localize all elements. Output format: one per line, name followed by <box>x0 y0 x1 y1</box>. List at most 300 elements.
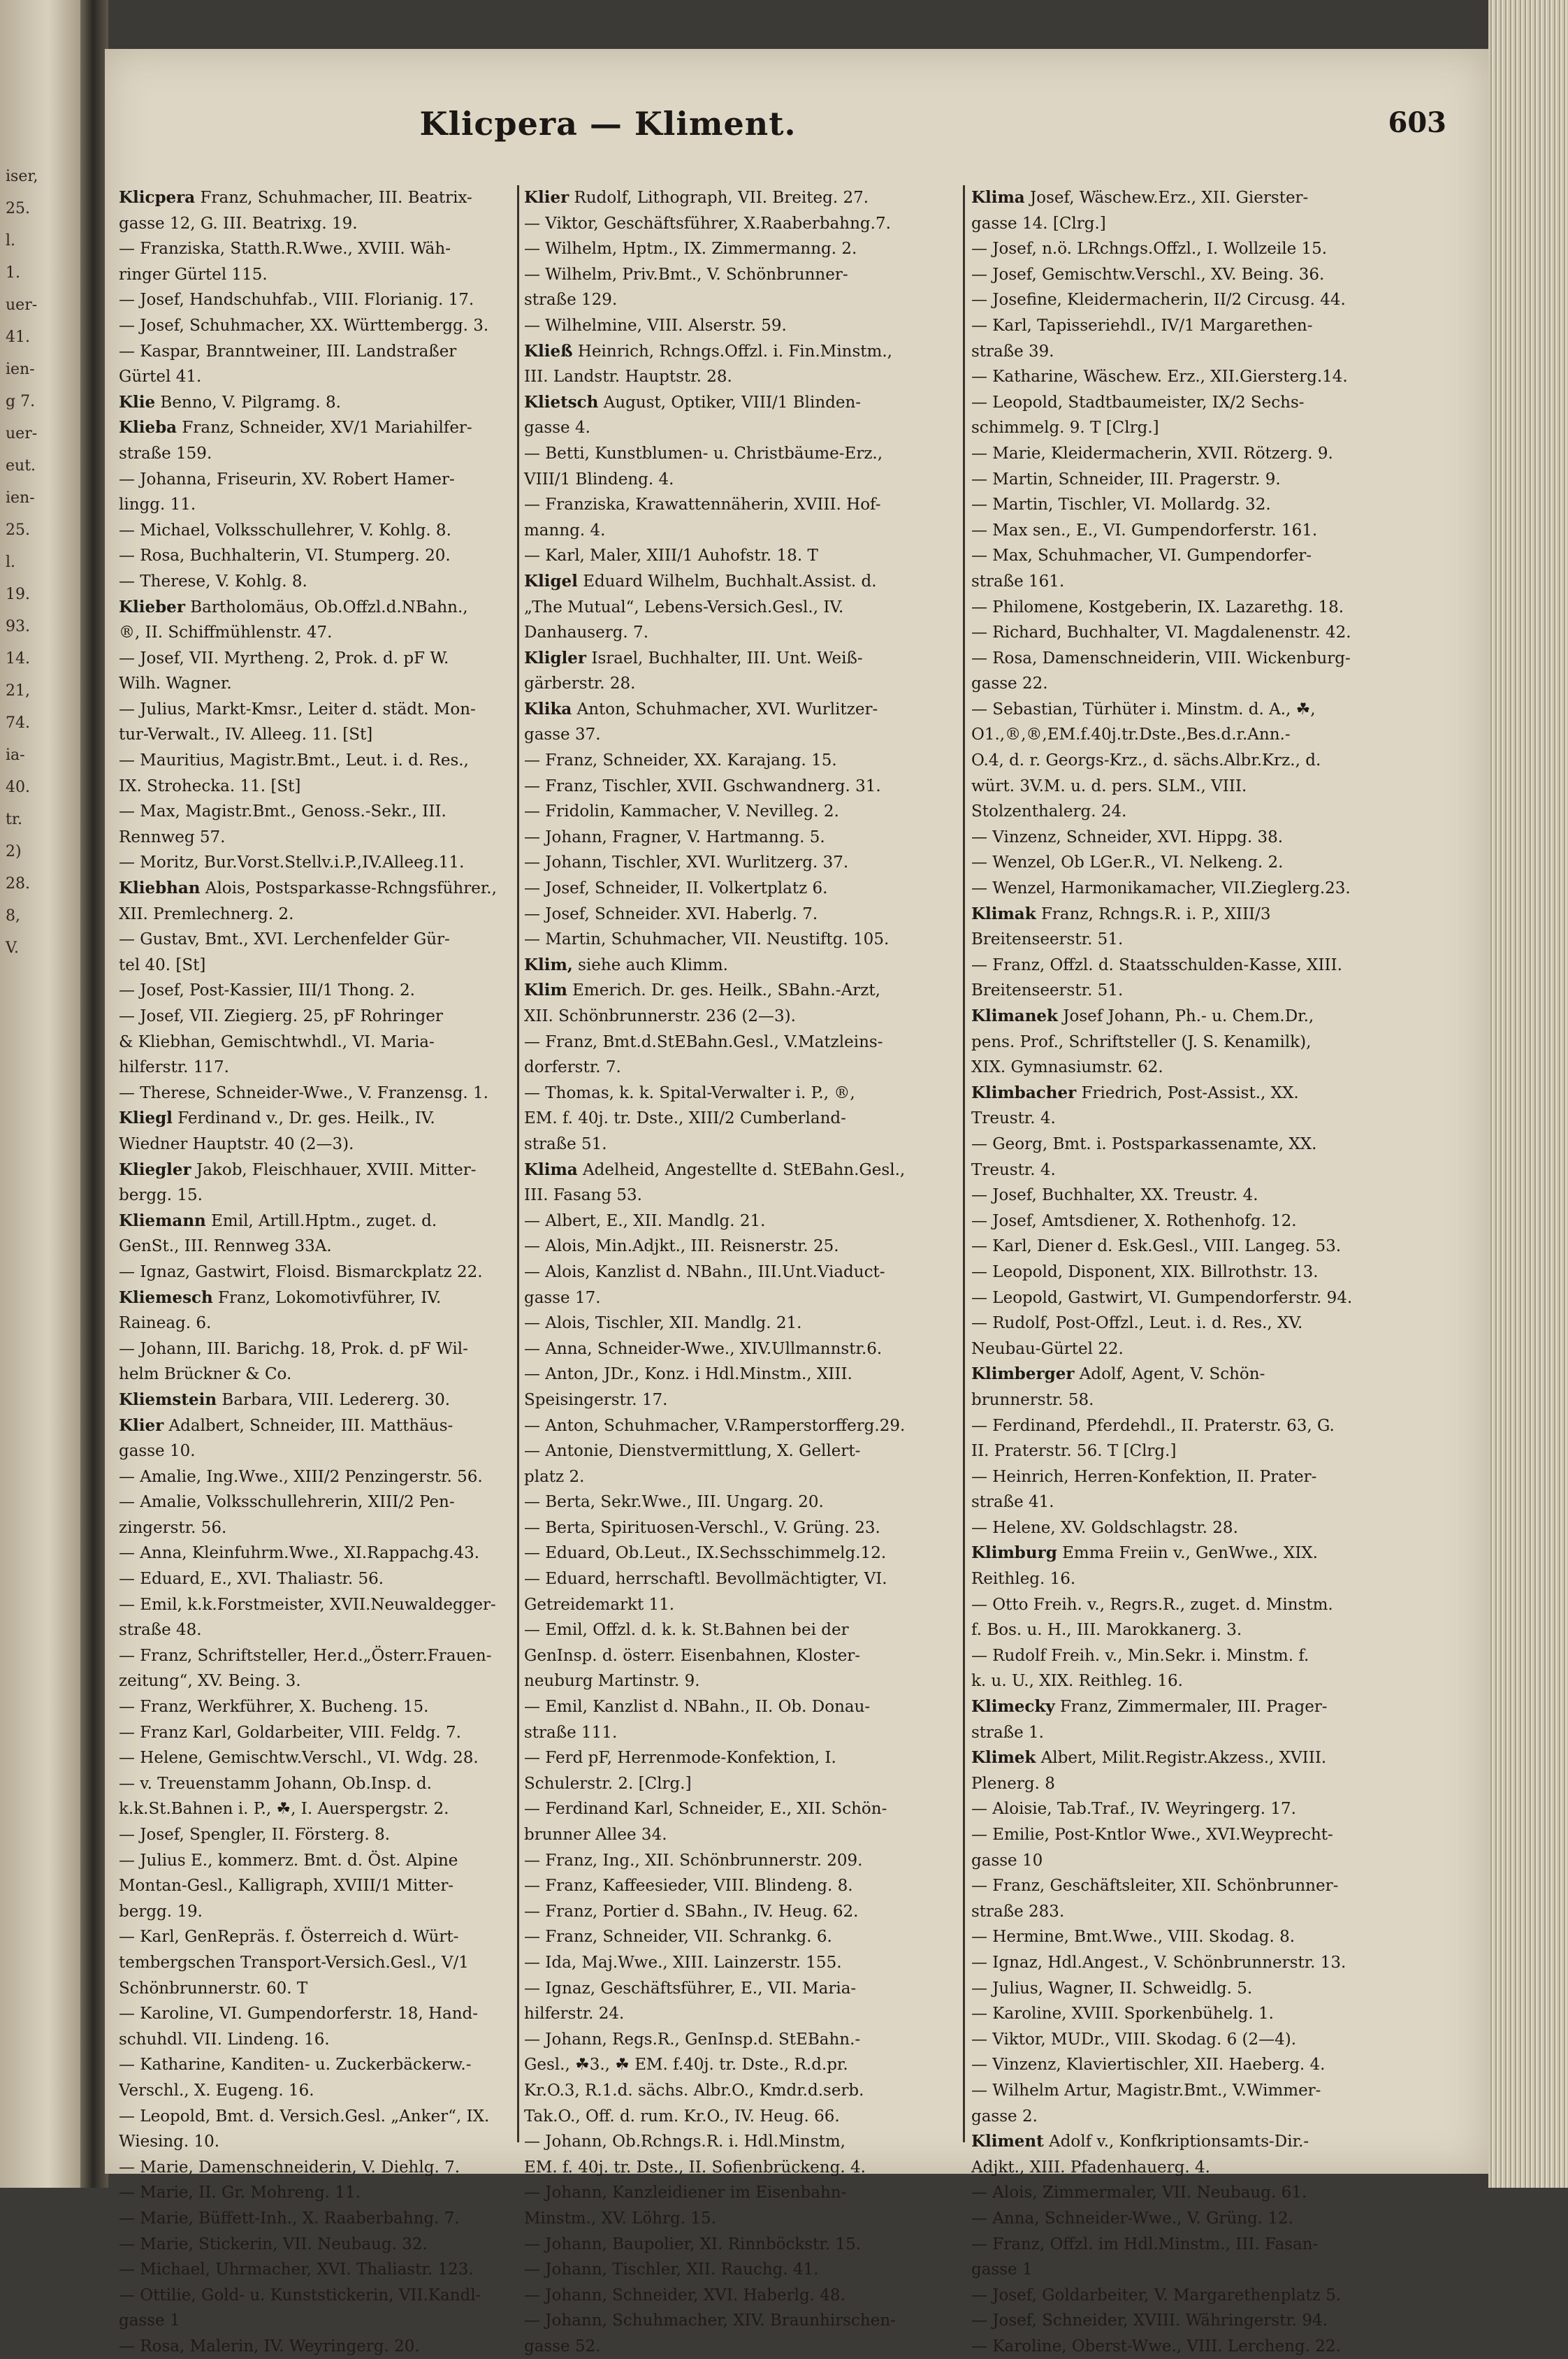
directory-entry-line: straße 1. <box>971 1723 1044 1742</box>
directory-entry-line: hilferstr. 24. <box>524 2005 625 2023</box>
directory-entry-line: — Rosa, Buchhalterin, VI. Stumperg. 20. <box>119 547 451 565</box>
directory-entry-line: straße 129. <box>524 291 618 310</box>
directory-entry-line: zingerstr. 56. <box>119 1518 227 1537</box>
directory-entry-line: Wilh. Wagner. <box>119 674 232 693</box>
directory-entry-line: — Helene, XV. Goldschlagstr. 28. <box>971 1518 1238 1537</box>
directory-entry-line: — Wilhelm, Priv.Bmt., V. Schönbrunner- <box>524 265 848 284</box>
directory-entry-line: brunnerstr. 58. <box>971 1390 1094 1409</box>
directory-entry-line: Schönbrunnerstr. 60. T <box>119 1979 308 1998</box>
directory-entry-line: hilferstr. 117. <box>119 1058 229 1077</box>
directory-entry-line: VIII/1 Blindeng. 4. <box>524 470 674 489</box>
page-number: 603 <box>1388 106 1446 139</box>
directory-entry-line: — v. Treuenstamm Johann, Ob.Insp. d. <box>119 1774 432 1793</box>
directory-entry-line: straße 283. <box>971 1902 1065 1921</box>
directory-entry-line: — Franz, Offzl. d. Staatsschulden-Kasse, XIII. <box>971 955 1342 974</box>
previous-page-fragment: V. <box>6 939 20 957</box>
directory-entry-line: — Ignaz, Hdl.Angest., V. Schönbrunnerstr. 13. <box>971 1953 1346 1972</box>
directory-entry-line: — Eduard, E., XVI. Thaliastr. 56. <box>119 1570 384 1589</box>
directory-entry-line: — Katharine, Wäschew. Erz., XII.Giersterg.14. <box>971 368 1348 387</box>
directory-entry-line: — Josef, n.ö. LRchngs.Offzl., I. Wollzeile 15. <box>971 240 1328 259</box>
directory-entry-line: — Hermine, Bmt.Wwe., VIII. Skodag. 8. <box>971 1928 1295 1947</box>
directory-entry-line: — Franz Karl, Goldarbeiter, VIII. Feldg. 7. <box>119 1723 461 1742</box>
surname-heading: Kliment <box>971 2132 1044 2151</box>
column-divider-1 <box>517 185 519 2142</box>
previous-page-fragment: l. <box>6 554 16 571</box>
directory-entry-line: — Therese, Schneider-Wwe., V. Franzensg. 1. <box>119 1083 488 1102</box>
previous-page-edge <box>0 0 80 2188</box>
directory-page <box>105 49 1488 2356</box>
directory-entry-line: gasse 10 <box>971 1851 1043 1870</box>
directory-entry-line: — Mauritius, Magistr.Bmt., Leut. i. d. Res., <box>119 751 469 770</box>
previous-page-fragment: 19. <box>6 586 30 603</box>
directory-entry-line: — Therese, V. Kohlg. 8. <box>119 572 307 591</box>
surname-heading: Klimek <box>971 1748 1036 1768</box>
directory-entry-line: — Antonie, Dienstvermittlung, X. Gellert- <box>524 1442 861 1461</box>
directory-entry-line: — Franz, Werkführer, X. Bucheng. 15. <box>119 1698 429 1717</box>
directory-entry-line: III. Landstr. Hauptstr. 28. <box>524 368 732 387</box>
directory-entry-line: Gesl., ☘3., ☘ EM. f.40j. tr. Dste., R.d.pr. <box>524 2056 848 2075</box>
directory-entry-line: — Wilhelm Artur, Magistr.Bmt., V.Wimmer- <box>971 2081 1321 2100</box>
directory-entry-line: straße 51. <box>524 1134 607 1153</box>
surname-heading: Klietsch <box>524 392 599 412</box>
directory-entry-line: GenInsp. d. österr. Eisenbahnen, Kloster- <box>524 1646 861 1665</box>
directory-entry-line: — Marie, Damenschneiderin, V. Diehlg. 7. <box>119 2158 460 2177</box>
directory-entry-line: — Anton, Schuhmacher, V.Ramperstorfferg.29. <box>524 1416 906 1435</box>
directory-entry-line: — Rosa, Malerin, IV. Weyringerg. 20. <box>119 2337 420 2356</box>
surname-heading: Klier <box>119 1415 164 1435</box>
directory-entry-line: — Georg, Bmt. i. Postsparkassenamte, XX. <box>971 1134 1317 1153</box>
directory-entry-line: ®, II. Schiffmühlenstr. 47. <box>119 623 333 642</box>
directory-entry-line: straße 41. <box>971 1493 1054 1512</box>
previous-page-fragment: 25. <box>6 521 30 539</box>
directory-entry-line: — Rudolf Freih. v., Min.Sekr. i. Minstm. f. <box>971 1646 1309 1665</box>
directory-entry-line: Speisingerstr. 17. <box>524 1390 668 1409</box>
surname-heading: Klieber <box>119 597 185 616</box>
directory-entry-line: tel 40. [St] <box>119 955 206 974</box>
directory-entry-line: — Josef, VII. Myrtheng. 2, Prok. d. pF W. <box>119 649 449 668</box>
directory-entry-line: — Josef, Amtsdiener, X. Rothenhofg. 12. <box>971 1211 1297 1230</box>
previous-page-fragment: uer- <box>6 296 38 314</box>
directory-entry-line: — Franz, Geschäftsleiter, XII. Schönbrunner- <box>971 1877 1339 1896</box>
directory-entry-line: — Johann, Ob.Rchngs.R. i. Hdl.Minstm, <box>524 2133 845 2151</box>
previous-page-fragment: iser, <box>6 168 38 185</box>
previous-page-fragment: 21, <box>6 682 30 700</box>
directory-entry-line: — Albert, E., XII. Mandlg. 21. <box>524 1211 766 1230</box>
directory-entry-line: EM. f. 40j. tr. Dste., XIII/2 Cumberland- <box>524 1109 846 1128</box>
directory-entry-line: Klim, siehe auch Klimm. <box>524 955 728 974</box>
directory-entry-line: — Eduard, herrschaftl. Bevollmächtigter, VI. <box>524 1570 887 1589</box>
directory-entry-line: Neubau-Gürtel 22. <box>971 1339 1124 1358</box>
directory-entry-line: — Leopold, Stadtbaumeister, IX/2 Sechs- <box>971 393 1305 412</box>
directory-entry-line: Treustr. 4. <box>971 1109 1056 1128</box>
directory-entry-line: gasse 17. <box>524 1288 601 1307</box>
directory-entry-line: — Emil, k.k.Forstmeister, XVII.Neuwaldegger- <box>119 1595 496 1614</box>
directory-entry-line: — Marie, Kleidermacherin, XVII. Rötzerg. 9. <box>971 444 1333 463</box>
directory-entry-line: — Josef, Spengler, II. Försterg. 8. <box>119 1826 391 1844</box>
directory-entry-line: Treustr. 4. <box>971 1160 1056 1179</box>
directory-entry-line: — Ignaz, Gastwirt, Floisd. Bismarckplatz 22. <box>119 1262 483 1281</box>
previous-page-fragment: 1. <box>6 264 20 282</box>
directory-entry-line: — Wenzel, Ob LGer.R., VI. Nelkeng. 2. <box>971 853 1284 872</box>
directory-entry-line: — Josef, Schneider, II. Volkertplatz 6. <box>524 879 828 898</box>
directory-entry-line: helm Brückner & Co. <box>119 1365 292 1384</box>
directory-entry-line: — Emil, Kanzlist d. NBahn., II. Ob. Donau- <box>524 1698 871 1717</box>
directory-entry-line: — Vinzenz, Schneider, XVI. Hippg. 38. <box>971 828 1284 846</box>
directory-entry-line: k.k.St.Bahnen i. P., ☘, I. Auerspergstr. 2. <box>119 1800 449 1819</box>
directory-entry-line: — Leopold, Gastwirt, VI. Gumpendorferstr. 94. <box>971 1288 1353 1307</box>
directory-entry-line: — Richard, Buchhalter, VI. Magdalenenstr. 42. <box>971 623 1351 642</box>
page-stack-edge <box>1488 0 1568 2188</box>
directory-entry-line: Klima Adelheid, Angestellte d. StEBahn.Gesl., <box>524 1160 906 1179</box>
directory-entry-line: Wiedner Hauptstr. 40 (2—3). <box>119 1134 354 1153</box>
directory-entry-line: Gürtel 41. <box>119 368 202 387</box>
directory-entry-line: Klie Benno, V. Pilgramg. 8. <box>119 392 341 412</box>
directory-entry-line: — Viktor, MUDr., VIII. Skodag. 6 (2—4). <box>971 2030 1297 2049</box>
previous-page-fragment: 40. <box>6 779 30 796</box>
directory-entry-line: II. Praterstr. 56. T [Clrg.] <box>971 1442 1177 1461</box>
directory-entry-line: gasse 52. <box>524 2337 601 2356</box>
surname-heading: Klim, <box>524 955 573 974</box>
directory-entry-line: — Ferd pF, Herrenmode-Konfektion, I. <box>524 1749 836 1768</box>
directory-entry-line: — Emil, Offzl. d. k. k. St.Bahnen bei der <box>524 1621 849 1640</box>
directory-entry-line: Klimburg Emma Freiin v., GenWwe., XIX. <box>971 1543 1318 1563</box>
directory-entry-line: — Max, Schuhmacher, VI. Gumpendorfer- <box>971 547 1312 565</box>
directory-entry-line: — Amalie, Volksschullehrerin, XIII/2 Pen- <box>119 1493 455 1512</box>
directory-entry-line: gasse 2. <box>971 2107 1038 2126</box>
directory-entry-line: — Marie, Büffett-Inh., X. Raaberbahng. 7. <box>119 2209 460 2228</box>
directory-entry-line: — Josef, Goldarbeiter, V. Margarethenplatz 5. <box>971 2286 1342 2304</box>
directory-entry-line: pens. Prof., Schriftsteller (J. S. Kenamilk), <box>971 1032 1312 1051</box>
directory-entry-line: — Josefine, Kleidermacherin, II/2 Circusg. 44. <box>971 291 1346 310</box>
directory-entry-line: Rennweg 57. <box>119 828 226 846</box>
directory-entry-line: XII. Schönbrunnerstr. 236 (2—3). <box>524 1007 796 1025</box>
directory-entry-line: gasse 22. <box>971 674 1048 693</box>
directory-entry-line: lingg. 11. <box>119 496 196 514</box>
directory-entry-line: Kligel Eduard Wilhelm, Buchhalt.Assist. d. <box>524 571 877 591</box>
directory-entry-line: — Thomas, k. k. Spital-Verwalter i. P., ®, <box>524 1083 855 1102</box>
directory-entry-line: — Franz, Kaffeesieder, VIII. Blindeng. 8. <box>524 1877 853 1896</box>
directory-entry-line: — Franziska, Krawattennäherin, XVIII. Hof- <box>524 496 881 514</box>
directory-entry-line: — Moritz, Bur.Vorst.Stellv.i.P.,IV.Alleeg.11. <box>119 853 465 872</box>
directory-entry-line: Klim Emerich. Dr. ges. Heilk., SBahn.-Arzt, <box>524 981 880 1000</box>
directory-entry-line: — Sebastian, Türhüter i. Minstm. d. A., ☘, <box>971 700 1316 719</box>
directory-entry-line: k. u. U., XIX. Reithleg. 16. <box>971 1672 1183 1691</box>
surname-heading: Klima <box>524 1160 578 1179</box>
directory-entry-line: — Josef, Buchhalter, XX. Treustr. 4. <box>971 1186 1258 1205</box>
directory-entry-line: Kliegl Ferdinand v., Dr. ges. Heilk., IV. <box>119 1109 435 1128</box>
directory-entry-line: GenSt., III. Rennweg 33A. <box>119 1237 332 1256</box>
directory-entry-line: — Eduard, Ob.Leut., IX.Sechsschimmelg.12. <box>524 1544 887 1563</box>
directory-entry-line: XIX. Gymnasiumstr. 62. <box>971 1058 1163 1077</box>
directory-entry-line: bergg. 19. <box>119 1902 203 1921</box>
directory-entry-line: — Alois, Tischler, XII. Mandlg. 21. <box>524 1314 802 1333</box>
directory-entry-line: — Johann, Tischler, XVI. Wurlitzerg. 37. <box>524 853 849 872</box>
directory-entry-line: — Ferdinand Karl, Schneider, E., XII. Schön- <box>524 1800 887 1819</box>
surname-heading: Kliegl <box>119 1109 173 1128</box>
directory-entry-line: — Alois, Zimmermaler, VII. Neubaug. 61. <box>971 2184 1307 2202</box>
directory-entry-line: Klimak Franz, Rchngs.R. i. P., XIII/3 <box>971 904 1271 923</box>
directory-entry-line: dorferstr. 7. <box>524 1058 621 1077</box>
directory-entry-line: — Johann, Fragner, V. Hartmanng. 5. <box>524 828 825 846</box>
directory-entry-line: bergg. 15. <box>119 1186 203 1205</box>
directory-entry-line: — Josef, VII. Ziegierg. 25, pF Rohringer <box>119 1007 443 1025</box>
previous-page-fragment: uer- <box>6 425 38 442</box>
directory-entry-line: — Aloisie, Tab.Traf., IV. Weyringerg. 17. <box>971 1800 1296 1819</box>
directory-entry-line: straße 159. <box>119 444 212 463</box>
directory-entry-line: — Julius E., kommerz. Bmt. d. Öst. Alpine <box>119 1851 458 1870</box>
surname-heading: Kliemann <box>119 1211 206 1230</box>
directory-entry-line: Klika Anton, Schuhmacher, XVI. Wurlitzer- <box>524 699 878 719</box>
directory-entry-line: — Anton, JDr., Konz. i Hdl.Minstm., XIII. <box>524 1365 852 1384</box>
directory-entry-line: — Betti, Kunstblumen- u. Christbäume-Erz., <box>524 444 883 463</box>
directory-entry-line: Adjkt., XIII. Pfadenhauerg. 4. <box>971 2158 1210 2177</box>
directory-column-1 <box>119 185 514 2356</box>
directory-entry-line: straße 161. <box>971 572 1065 591</box>
directory-entry-line: — Philomene, Kostgeberin, IX. Lazarethg. 18. <box>971 598 1344 616</box>
directory-entry-line: straße 48. <box>119 1621 202 1640</box>
directory-entry-line: Kliebhan Alois, Postsparkasse-Rchngsführer., <box>119 879 497 898</box>
directory-entry-line: III. Fasang 53. <box>524 1186 642 1205</box>
previous-page-fragment: 41. <box>6 329 30 346</box>
directory-entry-line: O.4, d. r. Georgs-Krz., d. sächs.Albr.Krz., d. <box>971 751 1321 770</box>
surname-heading: Klimak <box>971 904 1036 923</box>
directory-entry-line: — Rosa, Damenschneiderin, VIII. Wickenburg- <box>971 649 1351 668</box>
directory-entry-line: — Josef, Gemischtw.Verschl., XV. Being. 36. <box>971 265 1325 284</box>
previous-page-text-fragments <box>0 0 80 965</box>
directory-entry-line: Breitenseerstr. 51. <box>971 981 1124 1000</box>
surname-heading: Kligel <box>524 571 578 591</box>
directory-entry-line: — Franz, Tischler, XVII. Gschwandnerg. 31. <box>524 777 881 795</box>
directory-entry-line: neuburg Martinstr. 9. <box>524 1672 700 1691</box>
surname-heading: Klimecky <box>971 1697 1055 1717</box>
directory-entry-line: — Wilhelmine, VIII. Alserstr. 59. <box>524 316 787 335</box>
directory-entry-line: — Julius, Wagner, II. Schweidlg. 5. <box>971 1979 1253 1998</box>
directory-entry-line: — Ferdinand, Pferdehdl., II. Praterstr. 63, G. <box>971 1416 1335 1435</box>
directory-entry-line: — Franz, Schneider, VII. Schrankg. 6. <box>524 1928 832 1947</box>
directory-entry-line: — Vinzenz, Klaviertischler, XII. Haeberg. 4. <box>971 2056 1326 2075</box>
directory-entry-line: — Karl, Diener d. Esk.Gesl., VIII. Langeg. 53. <box>971 1237 1342 1256</box>
directory-entry-line: — Alois, Min.Adjkt., III. Reisnerstr. 25. <box>524 1237 839 1256</box>
directory-entry-line: Kliment Adolf v., Konfkriptionsamts-Dir.- <box>971 2132 1309 2151</box>
directory-entry-line: — Michael, Uhrmacher, XVI. Thaliastr. 123. <box>119 2260 474 2279</box>
surname-heading: Klim <box>524 981 567 1000</box>
directory-entry-line: tembergschen Transport-Versich.Gesl., V/1 <box>119 1953 469 1972</box>
directory-entry-line: gasse 14. [Clrg.] <box>971 214 1106 233</box>
directory-entry-line: — Karoline, XVIII. Sporkenbühelg. 1. <box>971 2005 1274 2023</box>
directory-entry-line: — Viktor, Geschäftsführer, X.Raaberbahng.7. <box>524 214 891 233</box>
directory-entry-line: — Martin, Schneider, III. Pragerstr. 9. <box>971 470 1281 489</box>
directory-entry-line: — Johanna, Friseurin, XV. Robert Hamer- <box>119 470 455 489</box>
page-title: Klicpera — Kliment. <box>419 105 797 143</box>
directory-entry-line: — Leopold, Disponent, XIX. Billrothstr. 13. <box>971 1262 1319 1281</box>
previous-page-fragment: 2) <box>6 843 22 860</box>
previous-page-fragment: l. <box>6 232 16 250</box>
directory-entry-line: — Ignaz, Geschäftsführer, E., VII. Maria- <box>524 1979 857 1998</box>
surname-heading: Kligler <box>524 648 587 668</box>
directory-entry-line: — Franz, Portier d. SBahn., IV. Heug. 62. <box>524 1902 859 1921</box>
surname-heading: Klimburg <box>971 1543 1057 1563</box>
directory-entry-line: gasse 1 <box>971 2260 1033 2279</box>
directory-entry-line: — Karoline, Oberst-Wwe., VIII. Lercheng. 22. <box>971 2337 1341 2356</box>
directory-entry-line: — Franz, Ing., XII. Schönbrunnerstr. 209. <box>524 1851 863 1870</box>
directory-entry-line: Klima Josef, Wäschew.Erz., XII. Gierster- <box>971 188 1309 207</box>
directory-entry-line: Klimanek Josef Johann, Ph.- u. Chem.Dr., <box>971 1007 1314 1025</box>
directory-entry-line: Klier Rudolf, Lithograph, VII. Breiteg. 27. <box>524 188 869 207</box>
directory-entry-line: — Franziska, Statth.R.Wwe., XVIII. Wäh- <box>119 240 451 259</box>
directory-entry-line: tur-Verwalt., IV. Alleeg. 11. [St] <box>119 726 373 744</box>
directory-entry-line: — Ida, Maj.Wwe., XIII. Lainzerstr. 155. <box>524 1953 842 1972</box>
surname-heading: Kliemesch <box>119 1287 213 1307</box>
directory-entry-line: f. Bos. u. H., III. Marokkanerg. 3. <box>971 1621 1242 1640</box>
directory-entry-line: — Katharine, Kanditen- u. Zuckerbäckerw.- <box>119 2056 472 2075</box>
surname-heading: Kliegler <box>119 1160 191 1179</box>
directory-entry-line: — Martin, Schuhmacher, VII. Neustiftg. 105. <box>524 930 890 949</box>
directory-entry-line: Klicpera Franz, Schuhmacher, III. Beatrix- <box>119 188 472 207</box>
previous-page-fragment: ia- <box>6 746 25 764</box>
directory-entry-line: — Franz, Bmt.d.StEBahn.Gesl., V.Matzleins- <box>524 1032 883 1051</box>
directory-entry-line: Kließ Heinrich, Rchngs.Offzl. i. Fin.Minstm., <box>524 341 892 361</box>
directory-entry-line: XII. Premlechnerg. 2. <box>119 904 294 923</box>
previous-page-fragment: g 7. <box>6 393 36 410</box>
previous-page-fragment: ien- <box>6 489 35 507</box>
directory-entry-line: — Johann, Baupolier, XI. Rinnböckstr. 15. <box>524 2235 862 2253</box>
surname-heading: Klima <box>971 188 1025 207</box>
directory-entry-line: — Anna, Schneider-Wwe., V. Grüng. 12. <box>971 2209 1293 2228</box>
directory-entry-line: — Heinrich, Herren-Konfektion, II. Prater- <box>971 1467 1317 1486</box>
directory-entry-line: Raineag. 6. <box>119 1314 212 1333</box>
directory-entry-line: gasse 12, G. III. Beatrixg. 19. <box>119 214 358 233</box>
directory-entry-line: — Franz, Schriftsteller, Her.d.„Österr.Frauen- <box>119 1646 492 1665</box>
previous-page-fragment: 93. <box>6 618 30 635</box>
surname-heading: Klieba <box>119 418 177 438</box>
surname-heading: Kließ <box>524 341 573 361</box>
directory-entry-line: — Johann, Schuhmacher, XIV. Braunhirschen- <box>524 2311 896 2330</box>
directory-entry-line: — Josef, Schneider. XVI. Haberlg. 7. <box>524 904 818 923</box>
directory-entry-line: — Julius, Markt-Kmsr., Leiter d. städt. Mon- <box>119 700 476 719</box>
directory-entry-line: — Josef, Schneider, XVIII. Währingerstr. 94. <box>971 2311 1328 2330</box>
previous-page-fragment: 74. <box>6 714 30 732</box>
directory-entry-line: — Johann, Regs.R., GenInsp.d. StEBahn.- <box>524 2030 861 2049</box>
directory-entry-line: Klier Adalbert, Schneider, III. Matthäus- <box>119 1415 453 1435</box>
previous-page-fragment: 25. <box>6 200 30 217</box>
directory-entry-line: Tak.O., Off. d. rum. Kr.O., IV. Heug. 66. <box>524 2107 840 2126</box>
column-divider-2 <box>963 185 965 2142</box>
previous-page-fragment: 14. <box>6 650 30 668</box>
directory-entry-line: Klieber Bartholomäus, Ob.Offzl.d.NBahn., <box>119 597 468 616</box>
directory-column-3 <box>971 185 1418 2356</box>
previous-page-fragment: 28. <box>6 875 30 893</box>
directory-entry-line: Kliegler Jakob, Fleischhauer, XVIII. Mitter- <box>119 1160 477 1179</box>
directory-entry-line: Stolzenthalerg. 24. <box>971 802 1127 821</box>
directory-entry-line: — Johann, Kanzleidiener im Eisenbahn- <box>524 2184 847 2202</box>
directory-entry-line: — Berta, Sekr.Wwe., III. Ungarg. 20. <box>524 1493 824 1512</box>
directory-entry-line: O1.,®,®,EM.f.40j.tr.Dste.,Bes.d.r.Ann.- <box>971 726 1291 744</box>
previous-page-fragment: ien- <box>6 361 35 378</box>
surname-heading: Klimbacher <box>971 1083 1077 1102</box>
directory-entry-line: — Karoline, VI. Gumpendorferstr. 18, Hand- <box>119 2005 479 2023</box>
surname-heading: Klimanek <box>971 1007 1058 1025</box>
page-header <box>105 105 1488 168</box>
directory-entry-line: Schulerstr. 2. [Clrg.] <box>524 1774 692 1793</box>
directory-entry-line: — Otto Freih. v., Regrs.R., zuget. d. Minstm. <box>971 1595 1333 1614</box>
directory-entry-line: — Karl, GenRepräs. f. Österreich d. Würt- <box>119 1928 459 1947</box>
directory-entry-line: — Anna, Schneider-Wwe., XIV.Ullmannstr.6. <box>524 1339 883 1358</box>
directory-entry-line: platz 2. <box>524 1467 585 1486</box>
directory-entry-line: Danhauserg. 7. <box>524 623 649 642</box>
directory-entry-line: IX. Strohecka. 11. [St] <box>119 777 301 795</box>
directory-entry-line: — Franz, Schneider, XX. Karajang. 15. <box>524 751 837 770</box>
directory-entry-line: ringer Gürtel 115. <box>119 265 268 284</box>
directory-entry-line: — Max, Magistr.Bmt., Genoss.-Sekr., III. <box>119 802 447 821</box>
directory-entry-line: — Kaspar, Branntweiner, III. Landstraßer <box>119 342 457 361</box>
directory-entry-line: — Leopold, Bmt. d. Versich.Gesl. „Anker“, IX. <box>119 2107 490 2126</box>
surname-heading: Klier <box>524 188 569 207</box>
directory-entry-line: Klieba Franz, Schneider, XV/1 Mariahilfer- <box>119 418 472 438</box>
book-gutter <box>80 0 108 2188</box>
directory-entry-line: — Josef, Schuhmacher, XX. Württembergg. 3. <box>119 316 489 335</box>
directory-entry-line: Plenerg. 8 <box>971 1774 1055 1793</box>
directory-entry-line: — Gustav, Bmt., XVI. Lerchenfelder Gür- <box>119 930 450 949</box>
previous-page-fragment: tr. <box>6 811 22 828</box>
directory-entry-line: — Wenzel, Harmonikamacher, VII.Zieglerg.23. <box>971 879 1351 898</box>
directory-entry-line: — Johann, III. Barichg. 18, Prok. d. pF Wil- <box>119 1339 468 1358</box>
directory-entry-line: schimmelg. 9. T [Clrg.] <box>971 419 1159 438</box>
directory-entry-line: „The Mutual“, Lebens-Versich.Gesl., IV. <box>524 598 844 616</box>
directory-entry-line: — Wilhelm, Hptm., IX. Zimmermanng. 2. <box>524 240 857 259</box>
directory-entry-line: — Anna, Kleinfuhrm.Wwe., XI.Rappachg.43. <box>119 1544 480 1563</box>
directory-entry-line: straße 39. <box>971 342 1054 361</box>
directory-entry-line: Kliemann Emil, Artill.Hptm., zuget. d. <box>119 1211 437 1230</box>
directory-entry-line: — Johann, Schneider, XVI. Haberlg. 48. <box>524 2286 845 2304</box>
directory-entry-line: — Helene, Gemischtw.Verschl., VI. Wdg. 28. <box>119 1749 479 1768</box>
directory-entry-line: — Marie, II. Gr. Mohreng. 11. <box>119 2184 361 2202</box>
directory-entry-line: Klietsch August, Optiker, VIII/1 Blinden- <box>524 392 862 412</box>
directory-entry-line: — Karl, Maler, XIII/1 Auhofstr. 18. T <box>524 547 818 565</box>
surname-heading: Klicpera <box>119 188 196 207</box>
directory-entry-line: — Josef, Post-Kassier, III/1 Thong. 2. <box>119 981 415 1000</box>
directory-entry-line: Minstm., XV. Löhrg. 15. <box>524 2209 716 2228</box>
directory-entry-line: straße 111. <box>524 1723 618 1742</box>
directory-entry-line: — Alois, Kanzlist d. NBahn., III.Unt.Viaduct- <box>524 1262 885 1281</box>
directory-entry-line: Reithleg. 16. <box>971 1570 1076 1589</box>
surname-heading: Klika <box>524 699 572 719</box>
directory-entry-line: Breitenseerstr. 51. <box>971 930 1124 949</box>
directory-entry-line: gasse 10. <box>119 1442 196 1461</box>
directory-entry-line: Kligler Israel, Buchhalter, III. Unt. Weiß- <box>524 648 863 668</box>
directory-entry-line: — Franz, Offzl. im Hdl.Minstm., III. Fasan- <box>971 2235 1319 2253</box>
directory-entry-line: gärberstr. 28. <box>524 674 636 693</box>
directory-entry-line: — Marie, Stickerin, VII. Neubaug. 32. <box>119 2235 428 2253</box>
directory-entry-line: EM. f. 40j. tr. Dste., II. Sofienbrückeng. 4. <box>524 2158 866 2177</box>
directory-entry-line: — Max sen., E., VI. Gumpendorferstr. 161. <box>971 521 1318 540</box>
directory-entry-line: Klimecky Franz, Zimmermaler, III. Prager- <box>971 1697 1328 1717</box>
directory-entry-line: gasse 1 <box>119 2311 180 2330</box>
directory-entry-line: Klimberger Adolf, Agent, V. Schön- <box>971 1364 1265 1384</box>
directory-entry-line: — Martin, Tischler, VI. Mollardg. 32. <box>971 496 1271 514</box>
directory-entry-line: — Ottilie, Gold- u. Kunststickerin, VII.Kandl- <box>119 2286 481 2304</box>
directory-entry-line: — Amalie, Ing.Wwe., XIII/2 Penzingerstr. 56. <box>119 1467 483 1486</box>
surname-heading: Kliebhan <box>119 879 201 898</box>
directory-entry-line: Klimek Albert, Milit.Registr.Akzess., XVIII. <box>971 1748 1327 1768</box>
directory-entry-line: würt. 3V.M. u. d. pers. SLM., VIII. <box>971 777 1247 795</box>
directory-entry-line: Montan-Gesl., Kalligraph, XVIII/1 Mitter- <box>119 1877 454 1896</box>
directory-entry-line: manng. 4. <box>524 521 606 540</box>
directory-entry-line: gasse 4. <box>524 419 590 438</box>
directory-entry-line: — Josef, Handschuhfab., VIII. Florianig. 17. <box>119 291 474 310</box>
previous-page-fragment: 8, <box>6 907 20 925</box>
directory-entry-line: Verschl., X. Eugeng. 16. <box>119 2081 314 2100</box>
surname-heading: Klie <box>119 392 156 412</box>
